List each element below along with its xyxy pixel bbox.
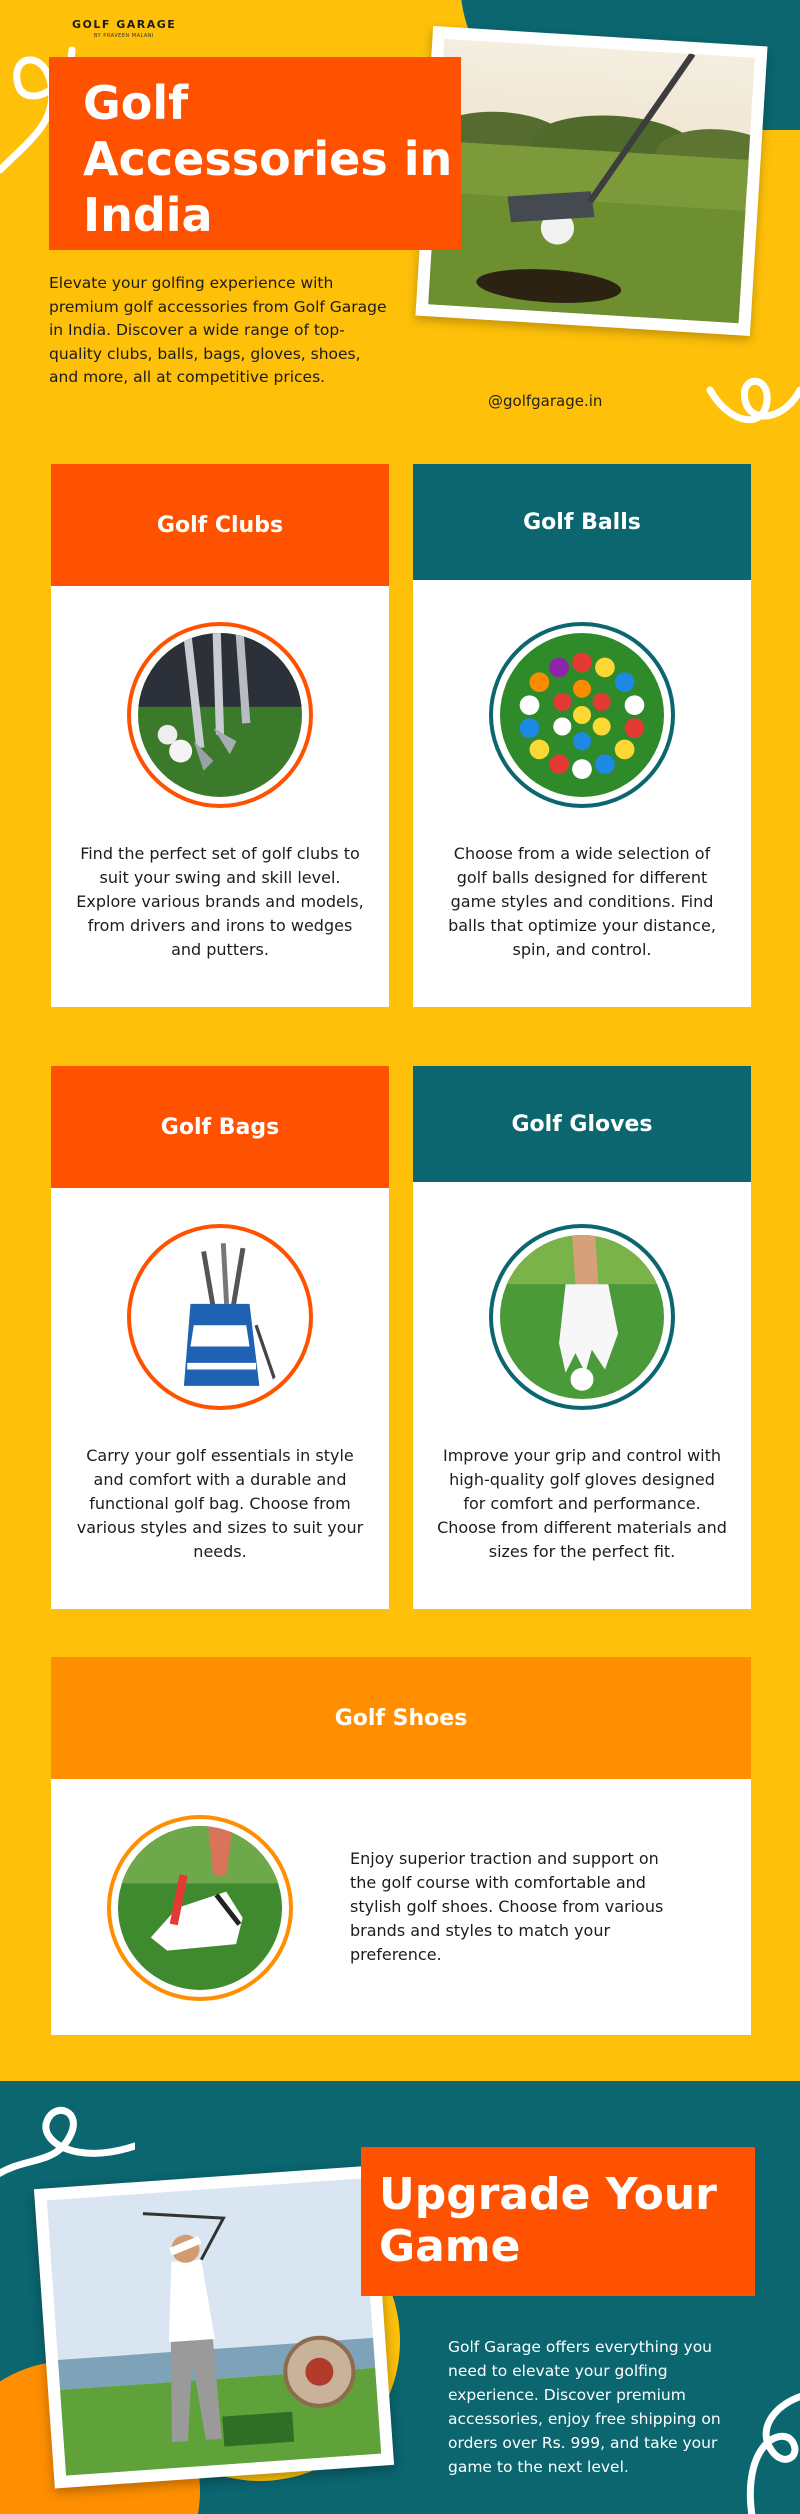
card-golf-clubs [51, 464, 389, 1007]
golf-putter-photo [428, 39, 755, 323]
page-title: Golf Accessories in India [83, 76, 453, 242]
brand-logo: GOLF GARAGE [72, 18, 177, 31]
social-handle: @golfgarage.in [488, 392, 603, 410]
brand-tagline: BY PRAVEEN MALANI [94, 33, 155, 39]
card-title-golf-gloves: Golf Gloves [413, 1066, 751, 1182]
golf-shoes-photo [118, 1826, 282, 1990]
card-image-frame [127, 622, 313, 808]
card-image-frame [127, 1224, 313, 1410]
card-description: Carry your golf essentials in style and comfort with a durable and functional golf bag. Choose from various styles and sizes to suit your needs. [76, 1446, 364, 1561]
hero-photo-frame [415, 26, 767, 336]
golf-clubs-photo [138, 633, 302, 797]
card-golf-bags [51, 1066, 389, 1609]
card-title-golf-shoes: Golf Shoes [51, 1657, 751, 1779]
hero-title-box [49, 57, 461, 250]
card-description: Find the perfect set of golf clubs to suit your swing and skill level. Explore various brands and models, from drivers and irons to wedges and putters. [76, 844, 364, 959]
card-title-golf-balls: Golf Balls [413, 464, 751, 580]
golfer-swing-photo [47, 2178, 381, 2475]
card-image-frame [489, 1224, 675, 1410]
footer-title: Upgrade Your Game [379, 2169, 717, 2272]
hero-intro-text: Elevate your golfing experience with premium golf accessories from Golf Garage in India. Discover a wide range of top-quality clubs, balls, bags, gloves, shoes, and more, all at competitive prices. [49, 274, 387, 386]
card-description: Improve your grip and control with high-quality golf gloves designed for comfort and performance. Choose from different materials and sizes for the perfect fit. [437, 1446, 727, 1561]
footer-title-box [361, 2147, 755, 2296]
footer-description: Golf Garage offers everything you need to elevate your golfing experience. Discover premium accessories, enjoy free shipping on orders over Rs. 999, and take your game to the next level. [448, 2338, 721, 2476]
card-golf-balls [413, 464, 751, 1007]
card-description: Enjoy superior traction and support on the golf course with comfortable and stylish golf shoes. Choose from various brands and styles to match your preference. [350, 1849, 664, 1964]
swirl-icon [705, 330, 800, 440]
card-golf-shoes [51, 1657, 751, 2035]
footer-section [0, 2081, 800, 2514]
card-title-golf-clubs: Golf Clubs [51, 464, 389, 586]
card-description: Choose from a wide selection of golf balls designed for different game styles and conditions. Find balls that optimize your distance, spin, and control. [448, 844, 716, 959]
card-golf-gloves [413, 1066, 751, 1609]
golf-bag-photo [138, 1235, 302, 1399]
golf-balls-photo [500, 633, 664, 797]
card-image-frame [489, 622, 675, 808]
golf-glove-photo [500, 1235, 664, 1399]
card-title-golf-bags: Golf Bags [51, 1066, 389, 1188]
card-image-frame [107, 1815, 293, 2001]
footer-photo-frame [34, 2166, 394, 2489]
